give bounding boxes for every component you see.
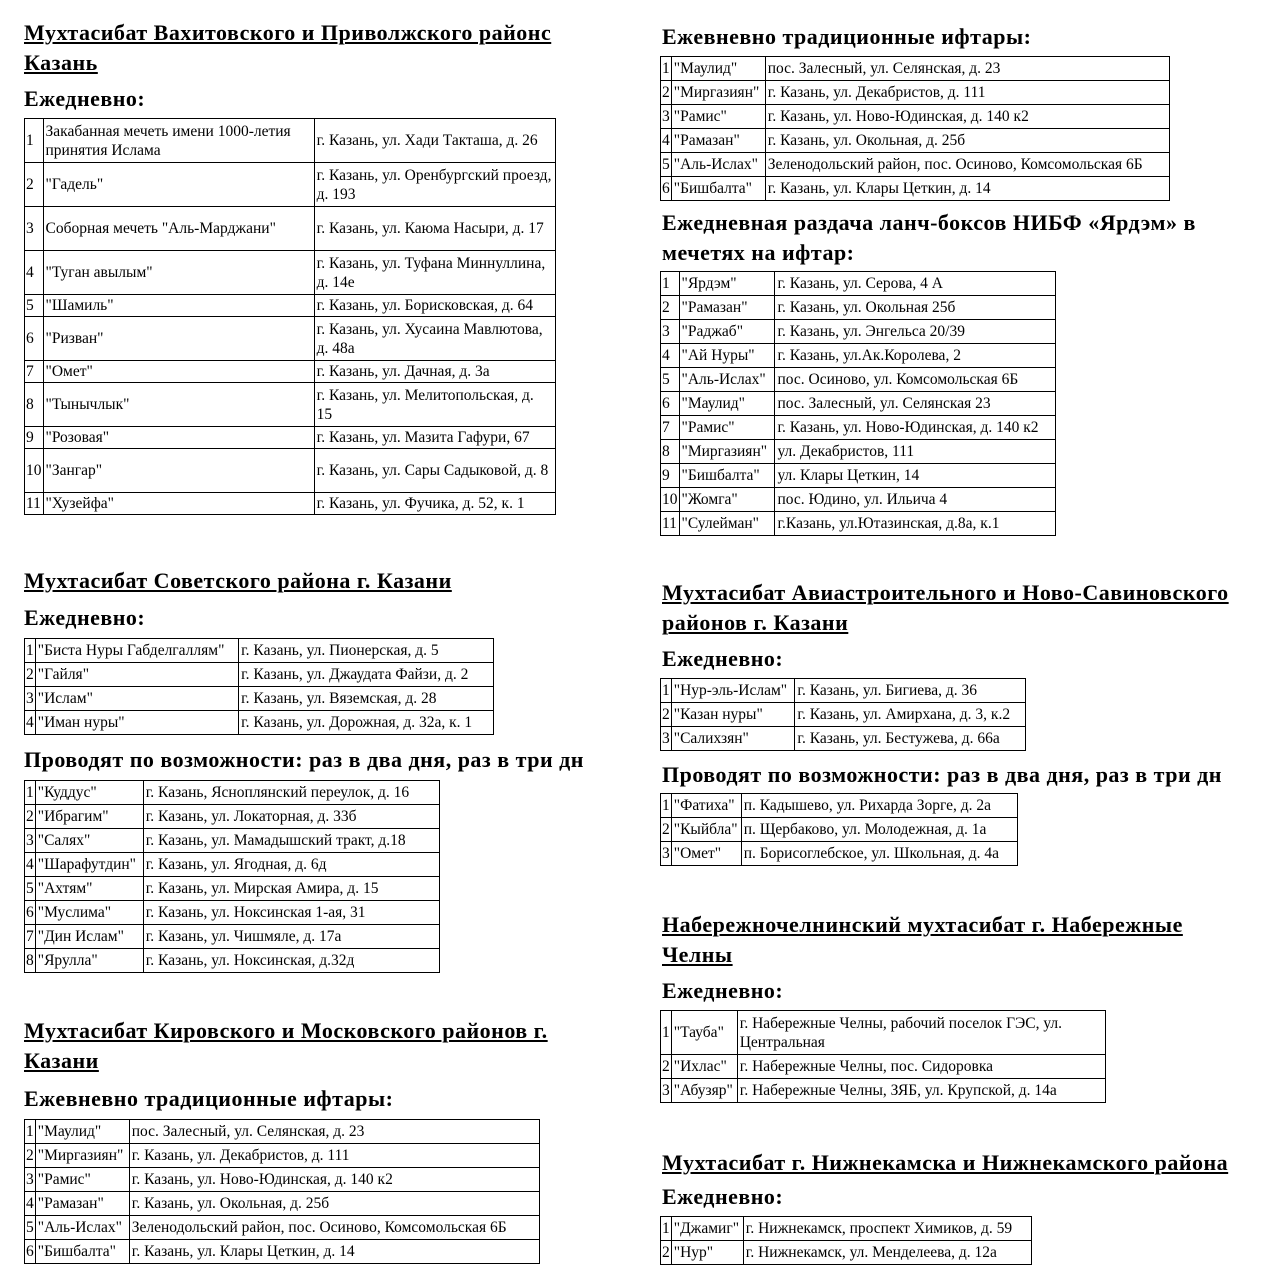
row-number: 6 [25,1240,36,1264]
mosque-name: "Куддус" [35,781,143,805]
mosque-name: "Омет" [43,361,314,383]
mosque-name: "Аль-Ислах" [671,153,765,177]
table-row [25,383,556,427]
mosque-address: г. Нижнекамск, проспект Химиков, д. 59 [743,1217,1031,1241]
mosque-address: г. Казань, ул.Ак.Королева, 2 [775,344,1056,368]
mosque-name: "Салях" [35,829,143,853]
row-number: 6 [25,901,36,925]
table-row [25,119,556,163]
table-row [25,251,556,295]
mosque-address: г. Казань, ул. Фучика, д. 52, к. 1 [314,493,555,515]
mosque-address: г. Казань, ул. Дачная, д. 3а [314,361,555,383]
row-number: 1 [661,1217,672,1241]
section-subtitle: Ежедневно: [662,978,784,1003]
mosque-address: г. Казань, ул. Хади Такташа, д. 26 [314,119,555,163]
section-subtitle: Ежедневно: [24,605,146,630]
mosque-name: "Бишбалта" [679,464,775,488]
mosque-address: г. Казань, ул. Бигиева, д. 36 [795,679,1026,703]
mosque-name: "Рамис" [35,1168,129,1192]
row-number: 6 [661,177,672,201]
mosque-name: "Сулейман" [679,512,775,536]
row-number: 5 [661,368,680,392]
mosque-table-iftar [660,56,1170,201]
mosque-address: пос. Залесный, ул. Селянская, д. 23 [765,57,1169,81]
table-row [661,440,1056,464]
mosque-address: г. Казань, ул. Хусаина Мавлютова, д. 48а [314,317,555,361]
row-number: 11 [661,512,680,536]
mosque-name: "Жомга" [679,488,775,512]
table-row [25,781,440,805]
row-number: 5 [25,1216,36,1240]
table-row [25,663,494,687]
mosque-address: пос. Залесный, ул. Селянская 23 [775,392,1056,416]
row-number: 2 [25,163,44,207]
table-row [25,1216,540,1240]
section-subtitle: Ежевневно традиционные ифтары: [24,1086,394,1111]
mosque-address: г. Казань, ул. Локаторная, д. 33б [143,805,439,829]
mosque-name: "Аль-Ислах" [679,368,775,392]
mosque-address: г. Казань, ул. Джаудата Файзи, д. 2 [239,663,494,687]
row-number: 3 [25,687,36,711]
mosque-name: "Миргазиян" [679,440,775,464]
mosque-address: г. Казань, ул. Каюма Насыри, д. 17 [314,207,555,251]
mosque-name: "Ярдэм" [679,272,775,296]
mosque-address: г. Казань, ул. Серова, 4 А [775,272,1056,296]
table-row [661,464,1056,488]
mosque-table-aviastroitelny-possibility [660,793,1018,866]
section-title-aviastroitelny: Мухтасибат Авиастроительного и Ново-Савиновского районов г. Казани [662,580,1229,635]
table-row [25,805,440,829]
mosque-address: Зеленодольский район, пос. Осиново, Комсомольская 6Б [765,153,1169,177]
table-row [25,1144,540,1168]
section-title-kirovsky: Мухтасибат Кировского и Московского районов г. Казани [24,1018,548,1073]
row-number: 1 [661,272,680,296]
mosque-address: г. Казань, ул. Амирхана, д. 3, к.2 [795,703,1026,727]
section-subtitle-lunchbox: Ежедневная раздача ланч-боксов НИБФ «Ярдэм» в мечетях на ифтар: [662,210,1196,265]
table-row [25,317,556,361]
mosque-name: Закабанная мечеть имени 1000-летия принятия Ислама [43,119,314,163]
mosque-address: г. Казань, ул. Клары Цеткин, д. 14 [765,177,1169,201]
mosque-address: г. Казань, ул. Окольная, д. 25б [765,129,1169,153]
row-number: 1 [25,119,44,163]
mosque-name: "Казан нуры" [671,703,795,727]
mosque-name: "Гадель" [43,163,314,207]
mosque-address: г.Казань, ул.Ютазинская, д.8а, к.1 [775,512,1056,536]
row-number: 1 [661,679,672,703]
table-row [661,129,1170,153]
table-row [25,949,440,973]
row-number: 1 [25,1120,36,1144]
mosque-name: "Зангар" [43,449,314,493]
section-title-line1: Мухтасибат Вахитовского и Приволжского районс [24,20,552,45]
mosque-name: "Ай Нуры" [679,344,775,368]
mosque-address: г. Набережные Челны, ЗЯБ, ул. Крупской, д. 14а [737,1079,1105,1103]
mosque-name: "Омет" [671,842,741,866]
row-number: 9 [661,464,680,488]
row-number: 8 [25,383,44,427]
row-number: 8 [25,949,36,973]
row-number: 6 [661,392,680,416]
row-number: 7 [661,416,680,440]
table-row [25,1192,540,1216]
table-row [25,711,494,735]
table-row [25,295,556,317]
mosque-name: "Нур" [671,1241,743,1265]
row-number: 4 [25,251,44,295]
table-row [25,449,556,493]
mosque-table-vakhitovsky [24,118,556,515]
mosque-name: "Маулид" [671,57,765,81]
mosque-address: г. Казань, ул. Окольная 25б [775,296,1056,320]
table-row [25,1168,540,1192]
mosque-address: г. Казань, ул. Декабристов, д. 111 [129,1144,539,1168]
table-row [661,679,1026,703]
mosque-address: г. Набережные Челны, рабочий поселок ГЭС, ул. Центральная [737,1011,1105,1055]
row-number: 5 [25,877,36,901]
row-number: 4 [25,711,36,735]
section-subtitle-possibility: Проводят по возможности: раз в два дня, раз в три дн [662,762,1222,787]
mosque-address: п. Борисоглебское, ул. Школьная, д. 4а [741,842,1017,866]
table-row [25,207,556,251]
mosque-address: пос. Залесный, ул. Селянская, д. 23 [129,1120,539,1144]
row-number: 2 [661,296,680,320]
mosque-address: г. Казань, ул. Мелитопольская, д. 15 [314,383,555,427]
row-number: 3 [661,842,672,866]
mosque-table-chelny [660,1010,1106,1103]
section-title-line2: Казань [24,50,98,75]
mosque-address: п. Щербаково, ул. Молодежная, д. 1а [741,818,1017,842]
mosque-table-kirovsky [24,1119,540,1264]
table-row [25,361,556,383]
mosque-name: "Тынычлык" [43,383,314,427]
mosque-address: г. Казань, ул. Клары Цеткин, д. 14 [129,1240,539,1264]
row-number: 3 [25,207,44,251]
row-number: 2 [661,818,672,842]
row-number: 4 [661,129,672,153]
mosque-name: "Дин Ислам" [35,925,143,949]
row-number: 9 [25,427,44,449]
mosque-address: пос. Юдино, ул. Ильича 4 [775,488,1056,512]
table-row [661,296,1056,320]
mosque-address: г. Казань, ул. Окольная, д. 25б [129,1192,539,1216]
table-row [25,853,440,877]
row-number: 10 [661,488,680,512]
table-row [661,392,1056,416]
table-row [661,1079,1106,1103]
mosque-name: "Миргазиян" [671,81,765,105]
table-row [661,105,1170,129]
row-number: 7 [25,361,44,383]
section-vakhitovsky [24,18,636,78]
table-row [661,272,1056,296]
table-row [661,1217,1032,1241]
mosque-address: п. Кадышево, ул. Рихарда Зорге, д. 2а [741,794,1017,818]
mosque-name: "Джамиг" [671,1217,743,1241]
row-number: 3 [661,320,680,344]
table-row [25,829,440,853]
row-number: 3 [25,1168,36,1192]
table-row [25,925,440,949]
mosque-name: "Ихлас" [671,1055,737,1079]
table-row [25,687,494,711]
mosque-name: "Рамис" [679,416,775,440]
row-number: 2 [25,1144,36,1168]
mosque-name: "Гайля" [35,663,238,687]
mosque-name: "Миргазиян" [35,1144,129,1168]
section-subtitle-possibility: Проводят по возможности: раз в два дня, раз в три дн [24,747,584,772]
row-number: 7 [25,925,36,949]
table-row [661,153,1170,177]
row-number: 2 [661,81,672,105]
mosque-name: "Шарафутдин" [35,853,143,877]
mosque-name: "Туган авылым" [43,251,314,295]
row-number: 1 [25,639,36,663]
mosque-address: г. Нижнекамск, ул. Менделеева, д. 12а [743,1241,1031,1265]
row-number: 1 [661,1011,672,1055]
row-number: 3 [661,1079,672,1103]
row-number: 4 [661,344,680,368]
table-row [25,493,556,515]
mosque-name: "Абузяр" [671,1079,737,1103]
mosque-name: "Маулид" [35,1120,129,1144]
table-row [661,1241,1032,1265]
table-row [661,320,1056,344]
mosque-name: "Аль-Ислах" [35,1216,129,1240]
mosque-address: г. Казань, ул. Ново-Юдинская, д. 140 к2 [775,416,1056,440]
mosque-name: "Бишбалта" [671,177,765,201]
table-row [661,368,1056,392]
mosque-name: "Бишбалта" [35,1240,129,1264]
table-row [661,512,1056,536]
mosque-name: "Ислам" [35,687,238,711]
row-number: 2 [25,663,36,687]
table-row [25,1120,540,1144]
mosque-name: "Иман нуры" [35,711,238,735]
mosque-table-sovetsky-possibility [24,780,440,973]
mosque-address: Зеленодольский район, пос. Осиново, Комсомольская 6Б [129,1216,539,1240]
table-row [661,177,1170,201]
row-number: 8 [661,440,680,464]
mosque-address: г. Набережные Челны, пос. Сидоровка [737,1055,1105,1079]
row-number: 11 [25,493,44,515]
section-subtitle: Ежедневно: [662,646,784,671]
row-number: 5 [661,153,672,177]
table-row [25,639,494,663]
mosque-address: г. Казань, Ясноплянский переулок, д. 16 [143,781,439,805]
mosque-address: г. Казань, ул. Вяземская, д. 28 [239,687,494,711]
mosque-address: г. Казань, ул. Бестужева, д. 66а [795,727,1026,751]
row-number: 5 [25,295,44,317]
mosque-address: г. Казань, ул. Борисковская, д. 64 [314,295,555,317]
mosque-address: ул. Декабристов, 111 [775,440,1056,464]
mosque-table-nizhnekamsk [660,1216,1032,1265]
section-title-chelny: Набережночелнинский мухтасибат г. Набережные Челны [662,912,1183,967]
row-number: 2 [25,805,36,829]
mosque-address: г. Казань, ул. Декабристов, д. 111 [765,81,1169,105]
row-number: 2 [661,1055,672,1079]
mosque-name: "Биста Нуры Габделгаллям" [35,639,238,663]
row-number: 1 [661,794,672,818]
mosque-name: "Ярулла" [35,949,143,973]
mosque-address: г. Казань, ул. Сары Садыковой, д. 8 [314,449,555,493]
row-number: 3 [661,105,672,129]
mosque-name: "Рамис" [671,105,765,129]
mosque-name: "Хузейфа" [43,493,314,515]
table-row [661,344,1056,368]
mosque-name: "Ризван" [43,317,314,361]
row-number: 4 [25,1192,36,1216]
mosque-address: пос. Осиново, ул. Комсомольская 6Б [775,368,1056,392]
section-subtitle-iftar: Ежевневно традиционные ифтары: [662,24,1032,49]
mosque-table-lunchbox [660,271,1056,536]
section-subtitle: Ежедневно: [662,1184,784,1209]
mosque-name: "Рамазан" [671,129,765,153]
mosque-address: г. Казань, ул. Ноксинская 1-ая, 31 [143,901,439,925]
mosque-name: "Муслима" [35,901,143,925]
table-row [661,1055,1106,1079]
row-number: 2 [661,1241,672,1265]
table-row [25,427,556,449]
table-row [25,1240,540,1264]
mosque-address: г. Казань, ул. Энгельса 20/39 [775,320,1056,344]
mosque-name: Соборная мечеть "Аль-Марджани" [43,207,314,251]
table-row [661,1011,1106,1055]
mosque-name: "Рамазан" [679,296,775,320]
table-row [661,794,1018,818]
row-number: 6 [25,317,44,361]
row-number: 4 [25,853,36,877]
mosque-address: г. Казань, ул. Ново-Юдинская, д. 140 к2 [129,1168,539,1192]
table-row [25,877,440,901]
table-row [661,57,1170,81]
table-row [661,416,1056,440]
mosque-name: "Раджаб" [679,320,775,344]
mosque-name: "Шамиль" [43,295,314,317]
mosque-address: г. Казань, ул. Мирская Амира, д. 15 [143,877,439,901]
mosque-table-sovetsky [24,638,494,735]
mosque-name: "Нур-эль-Ислам" [671,679,795,703]
row-number: 10 [25,449,44,493]
table-row [661,842,1018,866]
table-row [25,901,440,925]
section-subtitle: Ежедневно: [24,86,146,111]
mosque-name: "Рамазан" [35,1192,129,1216]
table-row [25,163,556,207]
mosque-address: г. Казань, ул. Оренбургский проезд, д. 193 [314,163,555,207]
mosque-name: "Фатиха" [671,794,741,818]
mosque-name: "Маулид" [679,392,775,416]
mosque-table-aviastroitelny [660,678,1026,751]
mosque-address: г. Казань, ул. Дорожная, д. 32а, к. 1 [239,711,494,735]
row-number: 1 [661,57,672,81]
row-number: 3 [25,829,36,853]
table-row [661,818,1018,842]
mosque-address: г. Казань, ул. Мазита Гафури, 67 [314,427,555,449]
table-row [661,488,1056,512]
section-title-nizhnekamsk: Мухтасибат г. Нижнекамска и Нижнекамского района [662,1150,1229,1175]
mosque-address: г. Казань, ул. Туфана Миннуллина, д. 14е [314,251,555,295]
mosque-address: ул. Клары Цеткин, 14 [775,464,1056,488]
table-row [661,727,1026,751]
mosque-name: "Ахтям" [35,877,143,901]
mosque-address: г. Казань, ул. Чишмяле, д. 17а [143,925,439,949]
row-number: 3 [661,727,672,751]
mosque-address: г. Казань, ул. Ноксинская, д.32д [143,949,439,973]
mosque-address: г. Казань, ул. Ново-Юдинская, д. 140 к2 [765,105,1169,129]
table-row [661,703,1026,727]
mosque-name: "Кыйбла" [671,818,741,842]
mosque-name: "Тауба" [671,1011,737,1055]
mosque-address: г. Казань, ул. Мамадышский тракт, д.18 [143,829,439,853]
row-number: 1 [25,781,36,805]
mosque-address: г. Казань, ул. Пионерская, д. 5 [239,639,494,663]
mosque-address: г. Казань, ул. Ягодная, д. 6д [143,853,439,877]
mosque-name: "Салихзян" [671,727,795,751]
row-number: 2 [661,703,672,727]
section-title-sovetsky: Мухтасибат Советского района г. Казани [24,568,452,593]
mosque-name: "Розовая" [43,427,314,449]
mosque-name: "Ибрагим" [35,805,143,829]
table-row [661,81,1170,105]
